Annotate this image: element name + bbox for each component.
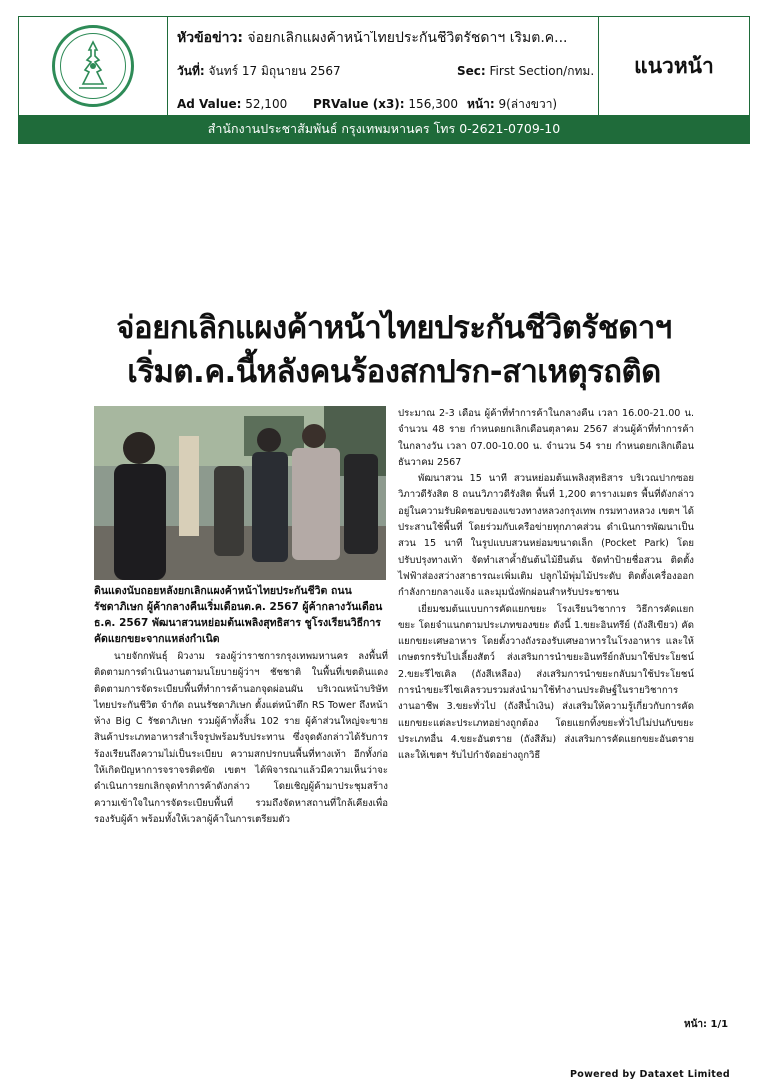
photo-caption: ดินแดงนับถอยหลังยกเลิกแผงค้าหน้าไทยประกันชีวิต ถนนรัชดาภิเษก ผู้ค้ากลางคืนเริ่มเดือนต.ค. 2567 ผู้ค้ากลางวันเดือนธ.ค. 2567 พัฒนาสวนหย่อมต้นเพลิงสุทธิสาร ชูโรงเรียนวิธีการคัดแยกขยะจากแหล่งกำเนิด (94, 585, 383, 645)
headline-text: จ่อยกเลิกแผงค้าหน้าไทยประกันชีวิตรัชดาฯ เริ่มต.ค... (247, 31, 568, 45)
date-value: จันทร์ 17 มิถุนายน 2567 (208, 64, 341, 78)
article-column-left (94, 649, 388, 828)
page-value: 9(ล่างขวา) (498, 97, 558, 111)
pr-value-row (313, 98, 458, 110)
article-paragraph: ประมาณ 2-3 เดือน ผู้ค้าที่ทำการค้าในกลางคืน เวลา 16.00-21.00 น. จำนวน 48 ราย กำหนดยกเลิกเดือนตุลาคม 2567 ส่วนผู้ค้าที่ทำการค้าในกลางวัน เวลา 07.00-10.00 น. จำนวน 54 ราย กำหนดยกเลิกเดือนธันวาคม 2567 (398, 408, 694, 468)
article-photo (94, 406, 386, 580)
pr-value-label: PRValue (x3): (313, 97, 405, 111)
page-indicator (684, 1017, 728, 1032)
article-paragraph: นายจักกพันธุ์ ผิวงาม รองผู้ว่าราชการกรุงเทพมหานคร ลงพื้นที่ติดตามการดำเนินงานตามนโยบายผู้ว่าฯ ชัชชาติ ในพื้นที่เขตดินแดง ติดตามการจัดระเบียบพื้นที่ทำการค้านอกจุดผ่อนผัน บริเวณหน้าบริษัท ไทยประกันชีวิต จำกัด ถนนรัชดาภิเษก ตั้งแต่หน้าตึก RS Tower ถึงหน้าห้าง Big C รัชดาภิเษก รวมผู้ค้าทั้งสิ้น 102 ราย ผู้ค้าส่วนใหญ่จะขายสินค้าประเภทอาหารสำเร็จรูปพร้อมรับประทาน ซึ่งจุดดังกล่าวได้รับการร้องเรียนถึงความไม่เป็นระเบียบ ความสกปรกบนพื้นที่ทางเท้า อีกทั้งก่อให้เกิดปัญหาการจราจรติดขัด เขตฯ ได้พิจารณาแล้วมีความเห็นว่าจะดำเนินการยกเลิกจุดทำการค้าดังกล่าว โดยเชิญผู้ค้ามาประชุมสร้างความเข้าใจในการจัดระเบียบพื้นที่ รวมถึงจัดหาสถานที่ใกล้เคียงเพื่อรองรับผู้ค้า พร้อมทั้งให้เวลาผู้ค้าในการเตรียมตัว (94, 651, 388, 825)
article-title-line-2: เริ่มต.ค.นี้หลังคนร้องสกปรก-สาเหตุรถติด (127, 354, 661, 390)
headline-row (177, 31, 597, 45)
sec-row (457, 65, 594, 77)
page-row (467, 98, 557, 110)
page-indicator-label: หน้า: (684, 1019, 708, 1030)
clipping-header (18, 16, 750, 144)
article-title (94, 306, 694, 394)
ad-value-row (177, 98, 287, 110)
newspaper-name: แนวหน้า (598, 17, 749, 115)
pr-value: 156,300 (408, 97, 459, 111)
ad-value-label: Ad Value: (177, 97, 242, 111)
powered-by: Powered by Dataxet Limited (570, 1069, 730, 1080)
page-label: หน้า: (467, 97, 495, 111)
article-paragraph: พัฒนาสวน 15 นาที สวนหย่อมต้นเพลิงสุทธิสาร บริเวณปากซอยวิภาวดีรังสิต 8 ถนนวิภาวดีรังสิต พื้นที่ 1,200 ตารางเมตร พื้นที่ดังกล่าวอยู่ในความรับผิดชอบของแขวงทางหลวงกรุงเทพ กรมทางหลวง เขตฯ ได้ประสานใช้พื้นที่ โดยร่วมกับเครือข่ายทุกภาคส่วน ดำเนินการพัฒนาเป็นสวน 15 นาที ในรูปแบบสวนหย่อมขนาดเล็ก (Pocket Park) โดยปรับปรุงทางเท้า จัดทำเสาค้ำยันต้นไม้ยืนต้น จัดทำป้ายชื่อสวน ติดตั้งไฟฟ้าส่องสว่างสาธารณะเพิ่มเติม ปลูกไม้พุ่มไม้ประดับ ติดตั้งเครื่องออกกำลังกายกลางแจ้ง และมุมนั่งพักผ่อนสำหรับประชาชน (398, 473, 694, 599)
contact-banner: สำนักงานประชาสัมพันธ์ กรุงเทพมหานคร โทร 0-2621-0709-10 (19, 115, 749, 143)
bangkok-seal-icon (52, 25, 134, 107)
sec-value: First Section/กทม. (489, 64, 595, 78)
date-label: วันที่: (177, 64, 205, 78)
article-title-line-1: จ่อยกเลิกแผงค้าหน้าไทยประกันชีวิตรัชดาฯ (116, 310, 672, 346)
ad-value: 52,100 (245, 97, 288, 111)
page-indicator-value: 1/1 (710, 1019, 729, 1030)
article-column-right (398, 406, 694, 765)
logo-box (19, 17, 168, 115)
headline-label: หัวข้อข่าว: (177, 31, 243, 45)
sec-label: Sec: (457, 64, 486, 78)
date-row (177, 65, 341, 77)
article-paragraph: เยี่ยมชมต้นแบบการคัดแยกขยะ โรงเรียนวิชาการ วิธีการคัดแยกขยะ โดยจำแนกตามประเภทของขยะ ดังนี้ 1.ขยะอินทรีย์ (ถังสีเขียว) คัดแยกขยะเศษอาหาร โดยตั้งวางถังรองรับเศษอาหารในโรงอาหาร และให้เกษตรกรรับไปเลี้ยงสัตว์ ส่งเสริมการนำขยะอินทรีย์กลับมาใช้ประโยชน์ 2.ขยะรีไซเคิล (ถังสีเหลือง) ส่งเสริมการนำขยะกลับมาใช้ประโยชน์ การนำขยะรีไซเคิลรวบรวมส่งนำมาใช้ทำงานประดิษฐ์ในรายวิชาการงานอาชีพ 3.ขยะทั่วไป (ถังสีน้ำเงิน) ส่งเสริมให้ความรู้เกี่ยวกับการคัดแยกขยะแต่ละประเภทอย่างถูกต้อง โดยแยกทิ้งขยะทั่วไปไม่ปนกับขยะประเภทอื่น 4.ขยะอันตราย (ถังสีส้ม) ส่งเสริมการคัดแยกขยะอันตรายและให้เขตฯ รับไปกำจัดอย่างถูกวิธี (398, 603, 694, 762)
